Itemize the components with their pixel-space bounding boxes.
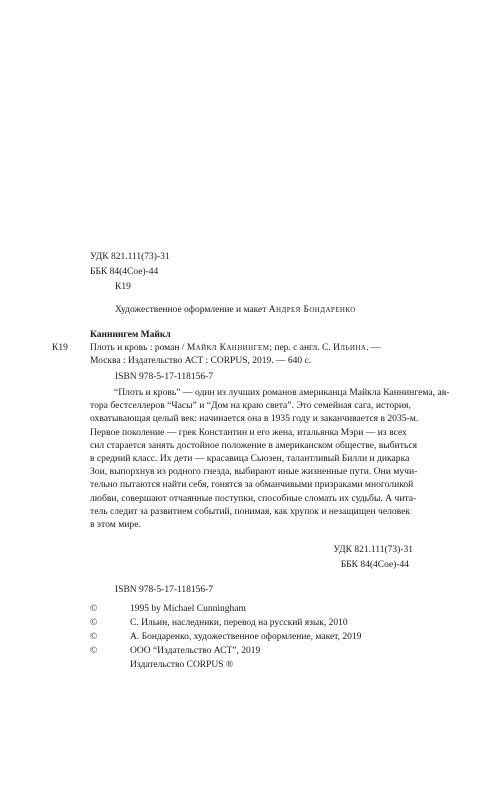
bbk-code-repeat: ББК 84(4Сое)-44: [340, 560, 409, 570]
catalog-translator: Ильина: [333, 343, 367, 353]
copyright-text: А. Бондаренко, художественное оформление, макет, 2019: [130, 632, 362, 642]
annotation-line: Зои, выпорхнув из родного гнезда, выбирают иные жизненные пути. Они мучи-: [90, 466, 418, 478]
copyright-text: С. Ильин, наследники, перевод на русский язык, 2010: [130, 618, 348, 628]
udk-code-repeat: УДК 821.111(73)-31: [333, 545, 413, 555]
catalog-isbn: ISBN 978-5-17-118156-7: [115, 372, 214, 382]
catalog-author: Майкл Каннингем: [186, 343, 270, 353]
annotation-line: Первое поколение — грек Константин и его жена, итальянка Мэри — из всех: [90, 426, 407, 438]
copyright-symbol: ©: [90, 618, 98, 628]
catalog-translation-note: ; пер. с англ. С.: [269, 343, 334, 353]
annotation: [90, 386, 450, 531]
annotation-line: тора бестселлеров “Часы” и “Дом на краю света”. Это семейная сага, история,: [90, 400, 411, 412]
catalog-heading: Каннингем Майкл: [90, 330, 171, 340]
catalog-dash: . —: [366, 343, 381, 353]
isbn: ISBN 978-5-17-118156-7: [115, 585, 214, 595]
catalog-title-line: [90, 342, 381, 355]
design-credit: [115, 304, 356, 317]
annotation-line: в средний класс. Их дети — красавица Сьюзен, талантливый Билли и дикарка: [90, 453, 410, 465]
annotation-line: тель следит за развитием событий, понимая, как хрупок и незащищен человек: [90, 505, 411, 517]
annotation-line: “Плоть и кровь” — один из лучших романов американца Майкла Каннингема, ав-: [114, 387, 450, 398]
annotation-line: тельно пытаются найти себя, гонятся за обманчивыми призраками многоликой: [90, 479, 414, 491]
copyright-symbol: ©: [90, 604, 98, 614]
annotation-line: охватывающая целый век: начинается она в 1935 году и заканчивается в 2035-м.: [90, 413, 419, 425]
annotation-line: в этом мире.: [90, 519, 141, 531]
catalog-title: Плоть и кровь : роман /: [90, 343, 187, 353]
copyright-symbol: ©: [90, 646, 98, 656]
catalog-publisher-line: Москва : Издательство АСТ : CORPUS, 2019. — 640 с.: [90, 356, 312, 366]
copyright-text: 1995 by Michael Cunningham: [130, 604, 246, 614]
designer-name: Андрея Бондаренко: [268, 305, 356, 315]
copyright-text: Издательство CORPUS ®: [130, 660, 234, 670]
catalog-author-mark: К19: [52, 343, 68, 353]
annotation-line: сил старается занять достойное положение в американском обществе, выбиться: [90, 439, 418, 451]
author-mark: К19: [115, 282, 131, 292]
annotation-line: любви, совершают отчаянные поступки, способные сломать их судьбы. А чита-: [90, 492, 417, 504]
copyright-symbol: ©: [90, 632, 98, 642]
design-credit-text: Художественное оформление и макет: [115, 305, 269, 315]
bbk-code: ББК 84(4Сое)-44: [90, 267, 159, 277]
udk-code: УДК 821.111(73)-31: [90, 252, 170, 262]
copyright-text: ООО “Издательство АСТ”, 2019: [130, 646, 261, 656]
